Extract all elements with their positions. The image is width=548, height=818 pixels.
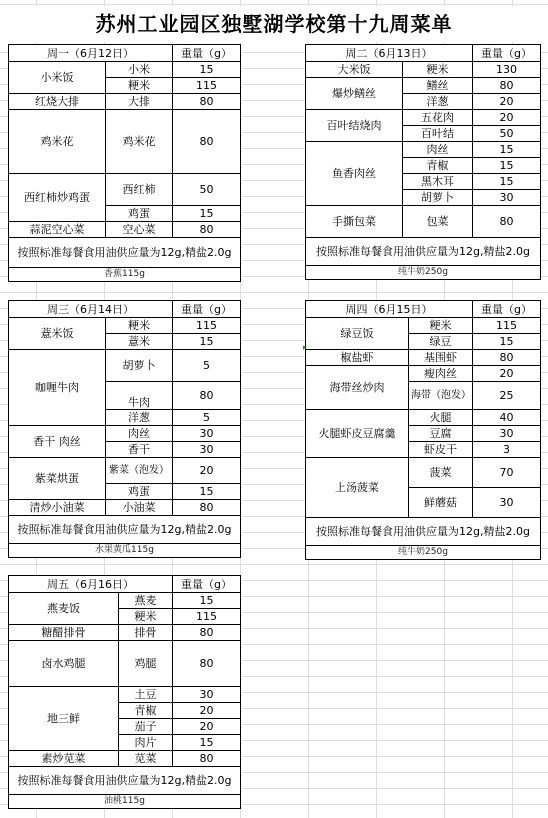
dish-name: 卤水鸡腿	[9, 641, 119, 687]
weight: 20	[173, 458, 241, 484]
ingredient: 鸡腿	[119, 641, 173, 687]
dish-name: 火腿虾皮豆腐羹	[306, 410, 409, 458]
ingredient: 肉丝	[106, 426, 173, 442]
weight: 80	[173, 222, 241, 238]
weight: 80	[173, 641, 241, 687]
weight: 80	[473, 78, 541, 94]
weight: 5	[173, 410, 241, 426]
ingredient: 茄子	[119, 719, 173, 735]
ingredient: 薏米	[106, 334, 173, 350]
weight: 20	[173, 703, 241, 719]
ingredient: 基围虾	[409, 350, 473, 366]
weight-header: 重量（g）	[173, 301, 241, 318]
weight: 50	[173, 174, 241, 206]
ingredient: 胡萝卜	[106, 350, 173, 382]
ingredient: 鳝丝	[403, 78, 473, 94]
ingredient: 牛肉	[106, 382, 173, 410]
weight: 115	[173, 609, 241, 625]
fruit-item: 纯牛奶250g	[306, 546, 541, 560]
ingredient: 鸡米花	[106, 110, 173, 174]
fruit-item: 纯牛奶250g	[306, 266, 541, 280]
weight: 20	[473, 94, 541, 110]
weight: 115	[473, 318, 541, 334]
weight: 115	[173, 78, 241, 94]
dish-name: 薏米饭	[9, 318, 106, 350]
ingredient: 百叶结	[403, 126, 473, 142]
ingredient: 紫菜（泡发）	[106, 458, 173, 484]
dish-name: 手撕包菜	[306, 206, 403, 238]
weight: 15	[173, 735, 241, 751]
ingredient: 粳米	[106, 318, 173, 334]
weight: 20	[473, 366, 541, 382]
cell-comment-marker	[303, 346, 307, 350]
ingredient: 苋菜	[119, 751, 173, 767]
ingredient: 燕麦	[119, 593, 173, 609]
weight: 80	[173, 500, 241, 516]
oil-salt-note: 按照标准每餐食用油供应量为12g,精盐2.0g	[9, 767, 241, 795]
ingredient: 小米	[106, 62, 173, 78]
dish-name: 椒盐虾	[306, 350, 409, 366]
dish-name: 小米饭	[9, 62, 106, 94]
ingredient: 西红柿	[106, 174, 173, 206]
weight: 30	[173, 687, 241, 703]
oil-salt-note: 按照标准每餐食用油供应量为12g,精盐2.0g	[9, 516, 241, 544]
day-header: 周五（6月16日）	[9, 576, 173, 593]
weight: 20	[473, 110, 541, 126]
ingredient: 大排	[106, 94, 173, 110]
ingredient: 粳米	[106, 78, 173, 94]
weight: 80	[173, 382, 241, 410]
ingredient: 五花肉	[403, 110, 473, 126]
weight: 30	[473, 426, 541, 442]
weight: 130	[473, 62, 541, 78]
weight: 30	[173, 442, 241, 458]
dish-name: 大米饭	[306, 62, 403, 78]
weight: 5	[173, 350, 241, 382]
weight: 80	[173, 110, 241, 174]
ingredient: 小油菜	[106, 500, 173, 516]
ingredient: 青椒	[119, 703, 173, 719]
dish-name: 西红柿炒鸡蛋	[9, 174, 106, 222]
ingredient: 胡萝卜	[403, 190, 473, 206]
dish-name: 咖喱牛肉	[9, 350, 106, 426]
ingredient: 青椒	[403, 158, 473, 174]
dish-name: 燕麦饭	[9, 593, 119, 625]
dish-name: 清炒小油菜	[9, 500, 106, 516]
oil-salt-note: 按照标准每餐食用油供应量为12g,精盐2.0g	[306, 518, 541, 546]
ingredient: 火腿	[409, 410, 473, 426]
weight: 40	[473, 410, 541, 426]
ingredient: 肉丝	[403, 142, 473, 158]
weight: 15	[473, 158, 541, 174]
oil-salt-note: 按照标准每餐食用油供应量为12g,精盐2.0g	[9, 238, 241, 268]
ingredient: 瘦肉丝	[409, 366, 473, 382]
weight: 25	[473, 382, 541, 410]
weight: 70	[473, 458, 541, 488]
menu-table-friday	[8, 575, 241, 809]
ingredient: 土豆	[119, 687, 173, 703]
day-header: 周一（6月12日）	[9, 45, 173, 62]
weight: 3	[473, 442, 541, 458]
weight: 115	[173, 318, 241, 334]
dish-name: 鱼香肉丝	[306, 142, 403, 206]
menu-table-monday	[8, 44, 241, 282]
fruit-item: 香蕉115g	[9, 268, 241, 282]
ingredient: 黑木耳	[403, 174, 473, 190]
ingredient: 粳米	[119, 609, 173, 625]
ingredient: 绿豆	[409, 334, 473, 350]
dish-name: 素炒苋菜	[9, 751, 119, 767]
weight: 80	[173, 94, 241, 110]
dish-name: 绿豆饭	[306, 318, 409, 350]
weight: 80	[473, 350, 541, 366]
dish-name: 上汤菠菜	[306, 458, 409, 518]
ingredient: 洋葱	[403, 94, 473, 110]
weight-header: 重量（g）	[473, 45, 541, 62]
ingredient: 豆腐	[409, 426, 473, 442]
dish-name: 蒜泥空心菜	[9, 222, 106, 238]
ingredient: 香干	[106, 442, 173, 458]
ingredient: 空心菜	[106, 222, 173, 238]
ingredient: 包菜	[403, 206, 473, 238]
dish-name: 爆炒鳝丝	[306, 78, 403, 110]
weight: 15	[473, 174, 541, 190]
menu-table-tuesday	[305, 44, 541, 280]
weight-header: 重量（g）	[173, 45, 241, 62]
weight: 15	[173, 62, 241, 78]
weight-header: 重量（g）	[173, 576, 241, 593]
dish-name: 海带丝炒肉	[306, 366, 409, 410]
dish-name: 百叶结烧肉	[306, 110, 403, 142]
ingredient: 肉片	[119, 735, 173, 751]
dish-name: 红烧大排	[9, 94, 106, 110]
weight: 20	[173, 719, 241, 735]
weight: 50	[473, 126, 541, 142]
day-header: 周四（6月15日）	[306, 301, 473, 318]
ingredient: 鲜蘑菇	[409, 488, 473, 518]
day-header: 周三（6月14日）	[9, 301, 173, 318]
weight: 15	[473, 334, 541, 350]
weight: 15	[173, 484, 241, 500]
weight: 15	[473, 142, 541, 158]
ingredient: 洋葱	[106, 410, 173, 426]
weight: 30	[173, 426, 241, 442]
oil-salt-note: 按照标准每餐食用油供应量为12g,精盐2.0g	[306, 238, 541, 266]
dish-name: 糖醋排骨	[9, 625, 119, 641]
dish-name: 地三鲜	[9, 687, 119, 751]
ingredient: 鸡蛋	[106, 484, 173, 500]
dish-name: 紫菜烘蛋	[9, 458, 106, 500]
weight-header: 重量（g）	[473, 301, 541, 318]
fruit-item: 水果黄瓜115g	[9, 544, 241, 558]
weight: 30	[473, 488, 541, 518]
fruit-item: 油桃115g	[9, 795, 241, 809]
ingredient: 菠菜	[409, 458, 473, 488]
menu-table-thursday	[305, 300, 541, 560]
weight: 15	[173, 334, 241, 350]
ingredient: 粳米	[403, 62, 473, 78]
day-header: 周二（6月13日）	[306, 45, 473, 62]
ingredient: 粳米	[409, 318, 473, 334]
weight: 80	[173, 625, 241, 641]
ingredient: 海带（泡发）	[409, 382, 473, 410]
weight: 30	[473, 190, 541, 206]
ingredient: 鸡蛋	[106, 206, 173, 222]
ingredient: 虾皮干	[409, 442, 473, 458]
dish-name: 香干 肉丝	[9, 426, 106, 458]
weight: 15	[173, 593, 241, 609]
weight: 80	[173, 751, 241, 767]
page-title: 苏州工业园区独墅湖学校第十九周菜单	[0, 6, 548, 42]
menu-table-wednesday	[8, 300, 241, 558]
weight: 80	[473, 206, 541, 238]
weight: 15	[173, 206, 241, 222]
dish-name: 鸡米花	[9, 110, 106, 174]
ingredient: 排骨	[119, 625, 173, 641]
